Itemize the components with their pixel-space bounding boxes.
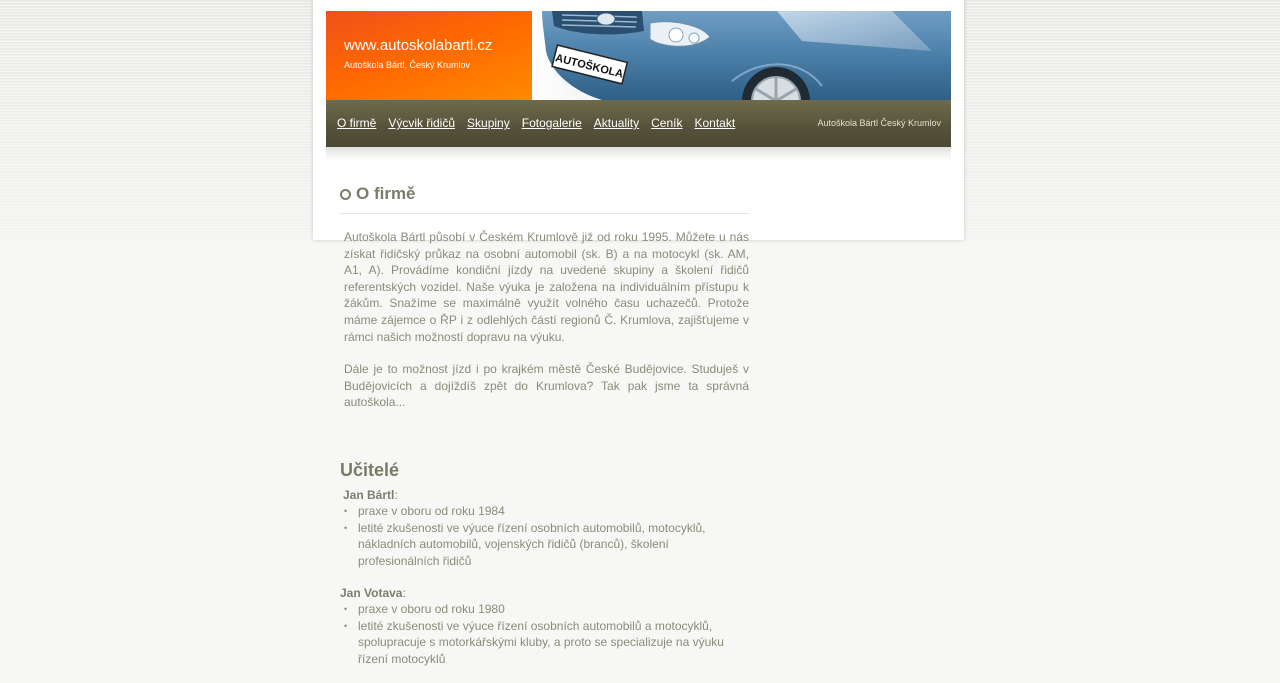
car-illustration bbox=[532, 11, 951, 100]
nav-aktuality[interactable]: Aktuality bbox=[593, 116, 640, 130]
main-navigation bbox=[326, 100, 951, 147]
nav-skupiny[interactable]: Skupiny bbox=[467, 116, 510, 130]
nav-shadow bbox=[326, 147, 951, 161]
site-header bbox=[326, 11, 951, 100]
nav-vycvik-ridicu[interactable]: Výcvik řidičů bbox=[388, 116, 456, 130]
intro-paragraph: Autoškola Bártl působí v Českém Krumlově již od roku 1995. Můžete u nás získat řidičský průkaz na osobní automobil (sk. B) a na motocykl (sk. AM, A1, A). Provádíme kondiční jízdy na uvedené skupiny a školení řidičů referentských vozidel. Naše výuka je založena na individuálním přístupu k žákům. Snažíme se maximálně využít volného času uchazečů. Protože máme zájemce o ŘP i z odlehlých částí regionů Č. Krumlova, zajišťujeme v rámci našich možností dopravu na výuku. bbox=[344, 230, 749, 344]
teachers-heading: Učitelé bbox=[340, 460, 400, 480]
site-title[interactable]: www.autoskolabartl.cz bbox=[344, 37, 493, 54]
second-paragraph: Dále je to možnost jízd i po krajkém městě České Budějovice. Studuješ v Budějovicích a dojíždíš zpět do Krumlova? Tak pak jsme ta správná autoškola... bbox=[344, 362, 749, 410]
teacher-name bbox=[343, 488, 398, 502]
header-car-image bbox=[532, 11, 951, 100]
page-heading-text: O firmě bbox=[356, 184, 416, 203]
teacher-name-text: Jan Votava bbox=[340, 586, 403, 600]
brand-box[interactable] bbox=[326, 11, 532, 100]
page-heading bbox=[340, 184, 416, 204]
list-item: • praxe v oboru od roku 1980 bbox=[340, 601, 735, 618]
nav-fotogalerie[interactable]: Fotogalerie bbox=[521, 116, 582, 130]
nav-kontakt[interactable]: Kontakt bbox=[694, 116, 736, 130]
nav-o-firme[interactable]: O firmě bbox=[337, 116, 377, 130]
nav-tagline: Autoškola Bártl Český Krumlov bbox=[817, 118, 941, 128]
heading-ring-icon bbox=[340, 189, 351, 200]
list-item: • letité zkušenosti ve výuce řízení osobních automobilů, motocyklů, nákladních automobilů, vojenských řidičů (branců), školení profesionálních řidičů bbox=[340, 520, 735, 570]
nav-cenik[interactable]: Ceník bbox=[651, 116, 683, 130]
teacher-name-colon: : bbox=[394, 488, 398, 502]
list-item: • praxe v oboru od roku 1984 bbox=[340, 503, 735, 520]
heading-divider bbox=[340, 213, 749, 214]
teacher-details-list bbox=[340, 601, 735, 667]
teacher-name-text: Jan Bártl bbox=[343, 488, 395, 502]
nav-links bbox=[337, 116, 747, 130]
list-item: • letité zkušenosti ve výuce řízení osobních automobilů a motocyklů, spolupracuje s motorkářskými kluby, a proto se specializuje na výuku řízení motocyklů bbox=[340, 618, 735, 668]
page-container bbox=[313, 0, 964, 683]
svg-text:AUTOŠKOLA: AUTOŠKOLA bbox=[554, 52, 625, 81]
teacher-name bbox=[340, 586, 406, 600]
teacher-details-list bbox=[340, 503, 735, 569]
teacher-name-colon: : bbox=[402, 586, 406, 600]
site-subtitle: Autoškola Bártl, Český Krumlov bbox=[344, 60, 471, 70]
